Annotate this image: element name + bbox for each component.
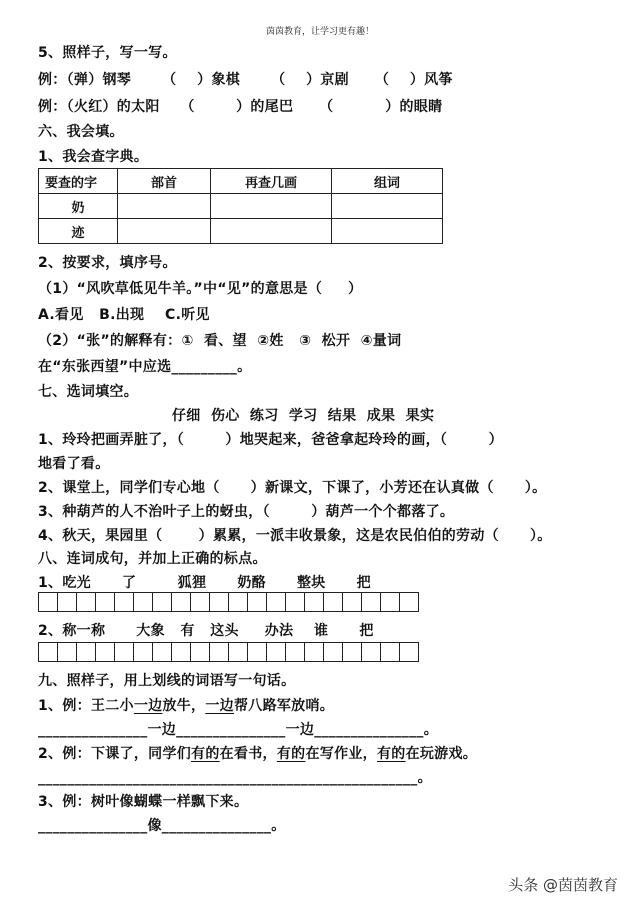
answer-cell[interactable] (57, 642, 77, 662)
s9-ex2-pre: 2、例：下课了，同学们 (38, 746, 192, 762)
page-header: 茵茵教育，让学习更有趣！ (265, 27, 374, 37)
answer-cell[interactable] (399, 592, 419, 612)
s7-q1a: 1、玲玲把画弄脏了，（ ）地哭起来，爸爸拿起玲玲的画，（ ） (38, 432, 503, 448)
answer-cell[interactable] (133, 592, 153, 612)
answer-cell[interactable] (76, 642, 96, 662)
answer-cell[interactable] (361, 592, 381, 612)
answer-cell[interactable] (152, 592, 172, 612)
s9-example-3: 3、例：树叶像蝴蝶一样飘下来。 (38, 794, 249, 810)
answer-grid-2[interactable] (38, 642, 418, 662)
s9-ex2-underline-1: 有的 (191, 746, 220, 762)
s7-q4: 4、秋天，果园里（ ）累累，一派丰收景象，这是农民伯伯的劳动（ ）。 (38, 528, 552, 544)
s9-ex1-mid: 放牛， (162, 698, 206, 714)
answer-cell[interactable] (304, 592, 324, 612)
answer-cell[interactable] (380, 592, 400, 612)
table-header: 再查几画 (211, 169, 332, 194)
answer-cell[interactable] (228, 642, 248, 662)
s9-ex2-fill: ____________________________________________________。 (38, 770, 432, 786)
s9-example-2 (38, 743, 477, 763)
s9-ex1-underline-2: 一边 (205, 698, 234, 714)
s8-q2: 2、称一称 大象 有 这头 办法 谁 把 (38, 623, 374, 639)
table-row (39, 219, 443, 244)
table-cell[interactable] (332, 219, 443, 244)
s7-q2: 2、课堂上，同学们专心地（ ）新课文，下课了，小芳还在认真做（ ）。 (38, 480, 547, 496)
s9-ex2-underline-2: 有的 (276, 746, 306, 762)
table-cell: 迹 (39, 219, 118, 244)
table-cell: 奶 (39, 194, 118, 219)
answer-cell[interactable] (190, 642, 210, 662)
answer-cell[interactable] (323, 642, 343, 662)
s7-q1b: 地看了看。 (38, 456, 110, 472)
s9-ex2-underline-3: 有的 (376, 746, 406, 762)
answer-cell[interactable] (342, 642, 362, 662)
answer-cell[interactable] (114, 642, 134, 662)
table-cell[interactable] (118, 219, 211, 244)
s9-example-1 (38, 695, 334, 715)
answer-cell[interactable] (380, 642, 400, 662)
s6-title: 六、我会填。 (38, 124, 124, 140)
table-header: 部首 (118, 169, 211, 194)
table-cell[interactable] (211, 194, 332, 219)
answer-cell[interactable] (361, 642, 381, 662)
answer-cell[interactable] (285, 642, 305, 662)
s7-q3: 3、种葫芦的人不治叶子上的蚜虫，（ ）葫芦一个个都落了。 (38, 504, 455, 520)
s9-title: 九、照样子，用上划线的词语写一句话。 (38, 673, 296, 689)
s8-q1: 1、吃光 了 狐狸 奶酪 整块 把 (38, 575, 371, 591)
answer-cell[interactable] (114, 592, 134, 612)
s6-q2b-fill: 在“东张西望”中应选_________。 (38, 359, 252, 375)
answer-cell[interactable] (38, 642, 58, 662)
answer-cell[interactable] (247, 592, 267, 612)
answer-cell[interactable] (285, 592, 305, 612)
s5-row1: 例：（弹）钢琴 （ ）象棋 （ ）京剧 （ ）风筝 (38, 72, 453, 88)
s9-ex2-post: 在玩游戏。 (405, 746, 478, 762)
s6-q1: 1、我会查字典。 (38, 149, 149, 165)
table-row (39, 194, 443, 219)
s8-title: 八、连词成句，并加上正确的标点。 (38, 551, 267, 567)
answer-cell[interactable] (247, 642, 267, 662)
s9-ex2-m2: 在写作业， (305, 746, 377, 762)
answer-cell[interactable] (95, 642, 115, 662)
answer-cell[interactable] (38, 592, 58, 612)
s7-title: 七、选词填空。 (38, 384, 139, 400)
answer-cell[interactable] (76, 592, 96, 612)
s6-q2a: （1）“风吹草低见牛羊。”中“见”的意思是（ ） (38, 281, 363, 297)
s9-ex3-fill: _______________像_______________。 (38, 818, 286, 834)
answer-cell[interactable] (171, 592, 191, 612)
s9-ex1-underline-1: 一边 (133, 698, 163, 714)
answer-cell[interactable] (95, 592, 115, 612)
s6-q2: 2、按要求，填序号。 (38, 255, 177, 271)
answer-cell[interactable] (209, 642, 229, 662)
table-cell[interactable] (118, 194, 211, 219)
answer-cell[interactable] (57, 592, 77, 612)
table-header: 组词 (332, 169, 443, 194)
answer-cell[interactable] (190, 592, 210, 612)
s5-row2: 例：（火红）的太阳 （ ）的尾巴 （ ）的眼睛 (38, 99, 443, 115)
answer-cell[interactable] (171, 642, 191, 662)
answer-cell[interactable] (342, 592, 362, 612)
watermark: 头条 @茵茵教育 (508, 876, 618, 894)
s6-q2b: （2）“张”的解释有：① 看、望 ②姓 ③ 松开 ④量词 (38, 333, 402, 349)
s9-ex1-pre: 1、例：王二小 (38, 698, 134, 714)
table-header-row (39, 169, 443, 194)
answer-cell[interactable] (266, 642, 286, 662)
answer-cell[interactable] (399, 642, 419, 662)
s9-ex2-m1: 在看书， (219, 746, 277, 762)
s9-ex1-post: 帮八路军放哨。 (233, 698, 335, 714)
answer-cell[interactable] (228, 592, 248, 612)
table-cell[interactable] (211, 219, 332, 244)
answer-cell[interactable] (266, 592, 286, 612)
answer-cell[interactable] (209, 592, 229, 612)
answer-grid-1[interactable] (38, 592, 418, 612)
answer-cell[interactable] (152, 642, 172, 662)
answer-cell[interactable] (133, 642, 153, 662)
s7-word-bank: 仔细 伤心 练习 学习 结果 成果 果实 (172, 408, 435, 424)
s5-title: 5、照样子，写一写。 (38, 45, 177, 61)
dictionary-table (38, 168, 443, 244)
answer-cell[interactable] (304, 642, 324, 662)
s9-ex1-fill: _______________一边_______________一边_______________。 (38, 722, 438, 738)
s6-q2a-options: A.看见 B.出现 C.听见 (38, 307, 210, 323)
answer-cell[interactable] (323, 592, 343, 612)
table-cell[interactable] (332, 194, 443, 219)
table-header: 要查的字 (39, 169, 118, 194)
